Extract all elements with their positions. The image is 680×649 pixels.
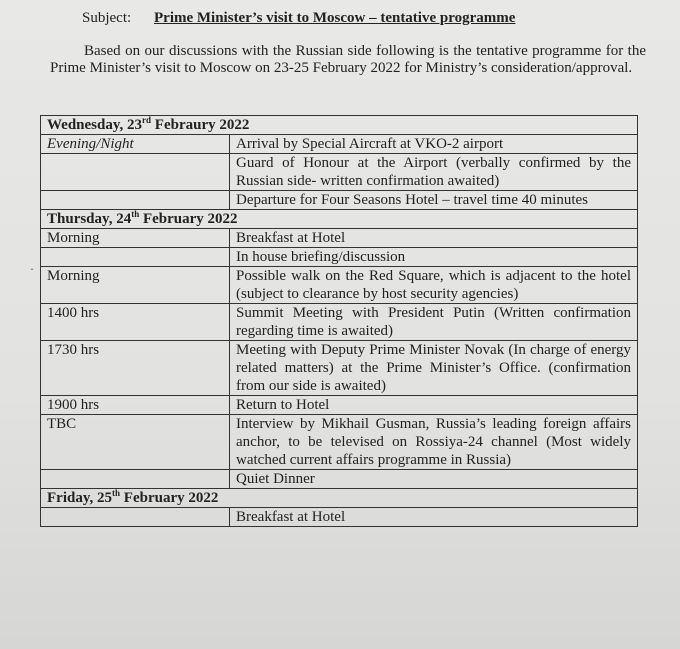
time-cell: Morning <box>41 229 230 248</box>
event-cell: In house briefing/discussion <box>230 248 638 267</box>
time-cell <box>41 154 230 191</box>
event-cell: Summit Meeting with President Putin (Written confirmation regarding time is awaited) <box>230 304 638 341</box>
event-cell: Breakfast at Hotel <box>230 508 638 527</box>
event-cell: Interview by Mikhail Gusman, Russia’s leading foreign affairs anchor, to be televised on Rossiya-24 channel (Most widely watched current affairs programme in Russia) <box>230 415 638 470</box>
day-header-row <box>41 116 638 135</box>
event-cell: Return to Hotel <box>230 396 638 415</box>
day-header-wednesday: Wednesday, 23rd Febraury 2022 <box>41 116 638 135</box>
day-header-thursday: Thursday, 24th February 2022 <box>41 210 638 229</box>
table-row <box>41 415 638 470</box>
table-row <box>41 229 638 248</box>
day-header-row <box>41 489 638 508</box>
day-header-row <box>41 210 638 229</box>
table-row <box>41 267 638 304</box>
time-cell: 1400 hrs <box>41 304 230 341</box>
time-cell <box>41 191 230 210</box>
event-cell: Quiet Dinner <box>230 470 638 489</box>
table-row <box>41 508 638 527</box>
event-cell: Guard of Honour at the Airport (verbally confirmed by the Russian side- written confirmation awaited) <box>230 154 638 191</box>
table-row <box>41 396 638 415</box>
time-cell: 1900 hrs <box>41 396 230 415</box>
event-cell: Meeting with Deputy Prime Minister Novak (In charge of energy related matters) at the Prime Minister’s Office. (confirmation from our side is awaited) <box>230 341 638 396</box>
event-cell: Breakfast at Hotel <box>230 229 638 248</box>
day-header-friday: Friday, 25th February 2022 <box>41 489 638 508</box>
event-cell: Arrival by Special Aircraft at VKO-2 airport <box>230 135 638 154</box>
time-cell: TBC <box>41 415 230 470</box>
event-cell: Possible walk on the Red Square, which is adjacent to the hotel (subject to clearance by host security agencies) <box>230 267 638 304</box>
event-cell: Departure for Four Seasons Hotel – travel time 40 minutes <box>230 191 638 210</box>
time-cell: Evening/Night <box>41 135 230 154</box>
stray-mark: · <box>30 262 34 276</box>
time-cell <box>41 248 230 267</box>
programme-table <box>40 115 638 527</box>
table-row <box>41 191 638 210</box>
intro-paragraph: Based on our discussions with the Russian side following is the tentative programme for the Prime Minister’s visit to Moscow on 23-25 February 2022 for Ministry’s consideration/approval. <box>50 43 646 76</box>
table-row <box>41 248 638 267</box>
table-row <box>41 154 638 191</box>
subject-title: Prime Minister’s visit to Moscow – tentative programme <box>154 10 516 26</box>
time-cell: 1730 hrs <box>41 341 230 396</box>
table-row <box>41 135 638 154</box>
table-row <box>41 304 638 341</box>
time-cell <box>41 508 230 527</box>
subject-line <box>82 10 515 27</box>
table-row <box>41 341 638 396</box>
subject-label: Subject: <box>82 10 132 26</box>
time-cell <box>41 470 230 489</box>
time-cell: Morning <box>41 267 230 304</box>
table-row <box>41 470 638 489</box>
